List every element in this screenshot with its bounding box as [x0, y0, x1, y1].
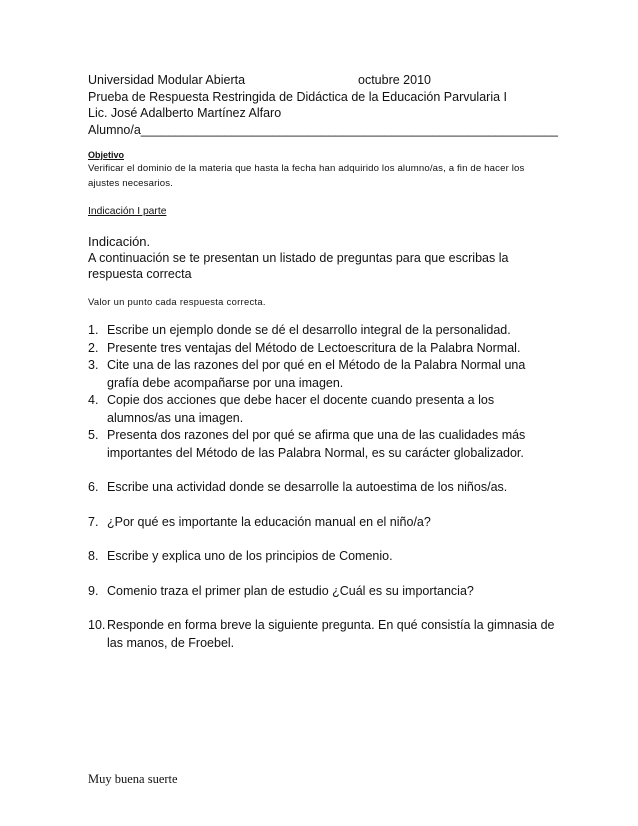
footer-good-luck: Muy buena suerte — [88, 772, 178, 786]
value-note: Valor un punto cada respuesta correcta. — [88, 296, 266, 307]
question-number: 10. — [88, 618, 106, 632]
exam-date: octubre 2010 — [358, 73, 431, 87]
question-text: ¿Por qué es importante la educación manual en el niño/a? — [107, 514, 431, 529]
student-name-line: Alumno/a____________________________________________________________ — [88, 122, 558, 137]
question-text: Escribe una actividad donde se desarrolle la autoestima de los niños/as. — [107, 480, 508, 494]
question-text: Presente tres ventajas del Método de Lectoescritura de la Palabra Normal. — [107, 340, 521, 355]
question-text: Escribe un ejemplo donde se dé el desarrollo integral de la personalidad. — [107, 323, 511, 337]
question-item — [88, 479, 558, 497]
question-text: Copie dos acciones que debe hacer el docente cuando presenta a los alumnos/as una imagen. — [107, 393, 495, 425]
question-number: 3. — [88, 358, 99, 372]
objective-title: Objetivo — [88, 150, 125, 160]
question-number: 1. — [88, 323, 99, 337]
question-number: 8. — [88, 549, 99, 563]
question-list — [88, 322, 558, 652]
question-text: Presenta dos razones del por qué se afirma que una de las cualidades más importantes del Método de las Palabra Normal, es su carácter globalizador. — [107, 428, 526, 460]
question-item — [88, 322, 558, 340]
indication-title: Indicación. — [88, 234, 151, 249]
question-item — [88, 340, 558, 358]
question-item — [88, 583, 558, 601]
question-number: 5. — [88, 428, 99, 442]
question-text: Cite una de las razones del por qué en el Método de la Palabra Normal una grafía debe acompañarse por una imagen. — [107, 358, 526, 390]
question-number: 4. — [88, 393, 99, 407]
university-name: Universidad Modular Abierta — [88, 73, 246, 87]
question-number: 2. — [88, 340, 99, 355]
exam-title: Prueba de Respuesta Restringida de Didáctica de la Educación Parvularia I — [88, 89, 507, 104]
question-item — [88, 548, 558, 566]
question-item — [88, 617, 558, 652]
indication-text: A continuación se te presentan un listado de preguntas para que escribas la respuesta correcta — [88, 251, 509, 281]
question-item — [88, 427, 558, 462]
part-label: Indicación I parte — [88, 206, 167, 217]
question-item — [88, 392, 558, 427]
question-text: Comenio traza el primer plan de estudio ¿Cuál es su importancia? — [107, 583, 474, 598]
question-text: Responde en forma breve la siguiente pregunta. En qué consistía la gimnasia de las manos, de Froebel. — [107, 618, 555, 650]
question-item — [88, 357, 558, 392]
question-number: 7. — [88, 514, 99, 529]
exam-page — [88, 72, 558, 652]
question-number: 6. — [88, 480, 99, 494]
header-university-line — [88, 72, 558, 89]
question-number: 9. — [88, 583, 99, 598]
teacher-name: Lic. José Adalberto Martínez Alfaro — [88, 106, 282, 120]
question-text: Escribe y explica uno de los principios de Comenio. — [107, 549, 393, 563]
question-item — [88, 514, 558, 532]
objective-text: Verificar el dominio de la materia que hasta la fecha han adquirido los alumno/as, a fin de hacer los ajustes necesarios. — [88, 163, 525, 189]
